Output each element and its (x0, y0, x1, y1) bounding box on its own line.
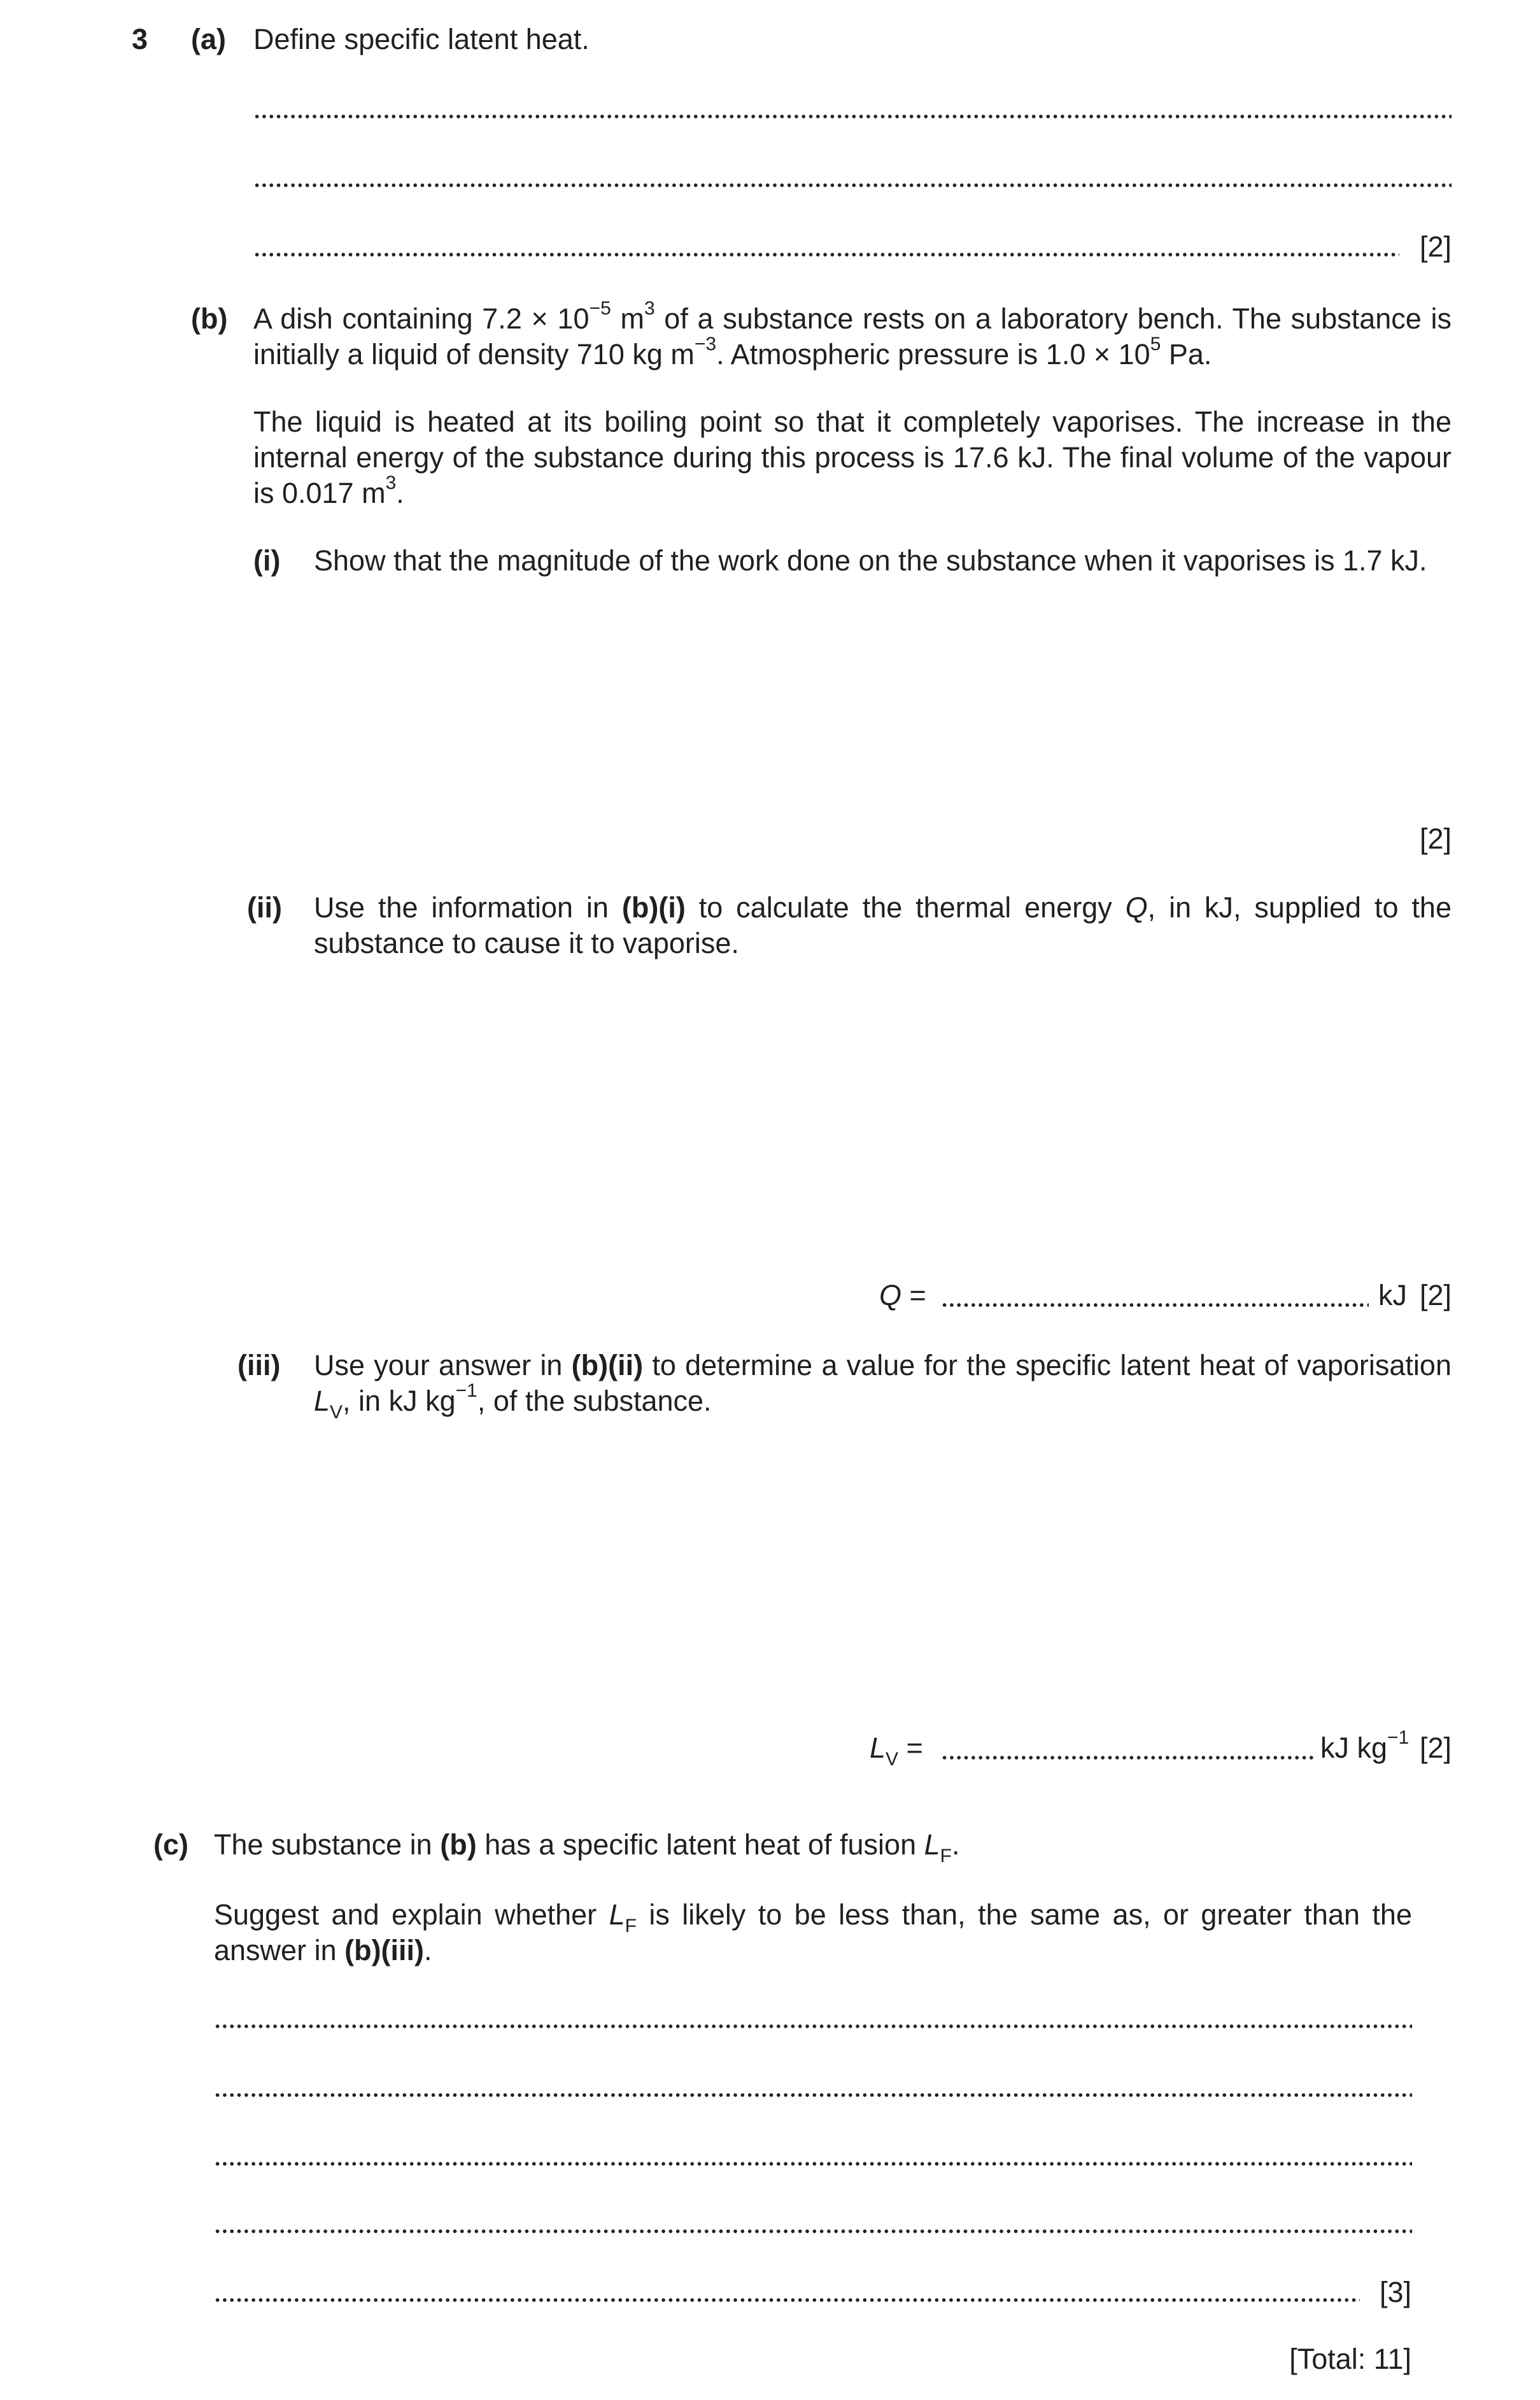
answer-line-c1[interactable] (214, 2023, 1412, 2029)
part-b-intro-paragraph-1: A dish containing $7.2 \times 10^{-5}$ $m^3$ of a substance rests on a laboratory bench. The substance is initially a liquid of density 710 kg $m^{-3}$. Atmospheric pressure is $1.0 \times 10^5$ Pa. (253, 298, 1452, 371)
part-a-label: (a) (191, 23, 226, 55)
answer-line-c2[interactable] (214, 2092, 1412, 2098)
part-b-iii-answer-line[interactable] (941, 1754, 1313, 1761)
part-b-ii-answer-line[interactable] (941, 1302, 1369, 1308)
part-b-i-marks: [2] (1419, 822, 1452, 855)
part-a-question: Define specific latent heat. (253, 23, 590, 55)
answer-line-a3[interactable] (253, 251, 1399, 258)
part-b-ii-label: (ii) (247, 891, 282, 924)
part-b-ii-question: Use the information in (b)(i) to calculate the thermal energy Q, in kJ, supplied to the substance to cause it to vaporise. (314, 891, 1452, 959)
answer-line-a1[interactable] (253, 113, 1452, 120)
part-b-iii-question: Use your answer in (b)(ii) to determine a value for the specific latent heat of vaporisation $L_V$, in kJ $kg^{-1}$, of the substance. (314, 1349, 1452, 1423)
part-b-iii-answer-label: $L_V$ = (870, 1732, 923, 1770)
part-c-paragraph-1: The substance in (b) has a specific latent heat of fusion $L_F$. (214, 1828, 960, 1867)
part-b-i-question: Show that the magnitude of the work done on the substance when it vaporises is 1.7 kJ. (314, 544, 1427, 577)
part-b-iii-marks: [2] (1419, 1732, 1452, 1764)
question-number: 3 (132, 23, 148, 55)
part-b-iii-unit: kJ $kg^{-1}$ (1320, 1727, 1409, 1764)
part-b-ii-marks: [2] (1419, 1279, 1452, 1311)
answer-line-a2[interactable] (253, 182, 1452, 188)
part-c-paragraph-2: Suggest and explain whether $L_F$ is likely to be less than, the same as, or greater than the answer in (b)(iii). (214, 1898, 1412, 1966)
answer-line-c5[interactable] (214, 2297, 1360, 2303)
part-b-intro-paragraph-2: The liquid is heated at its boiling point so that it completely vaporises. The increase in the internal energy of the substance during this process is 17.6 kJ. The final volume of the vapour is 0.017 $m^3$. (253, 406, 1452, 509)
part-a-marks: [2] (1419, 230, 1452, 263)
part-b-ii-answer-label: Q = (879, 1279, 926, 1311)
answer-line-c3[interactable] (214, 2161, 1412, 2167)
part-c-label: (c) (153, 1828, 188, 1861)
part-b-i-label: (i) (253, 544, 281, 577)
part-b-label: (b) (191, 302, 228, 335)
part-c-marks: [3] (1379, 2276, 1411, 2308)
part-b-ii-unit: kJ (1378, 1279, 1407, 1311)
answer-line-c4[interactable] (214, 2228, 1412, 2234)
part-b-iii-label: (iii) (237, 1349, 281, 1381)
total-marks: [Total: 11] (1289, 2343, 1411, 2375)
